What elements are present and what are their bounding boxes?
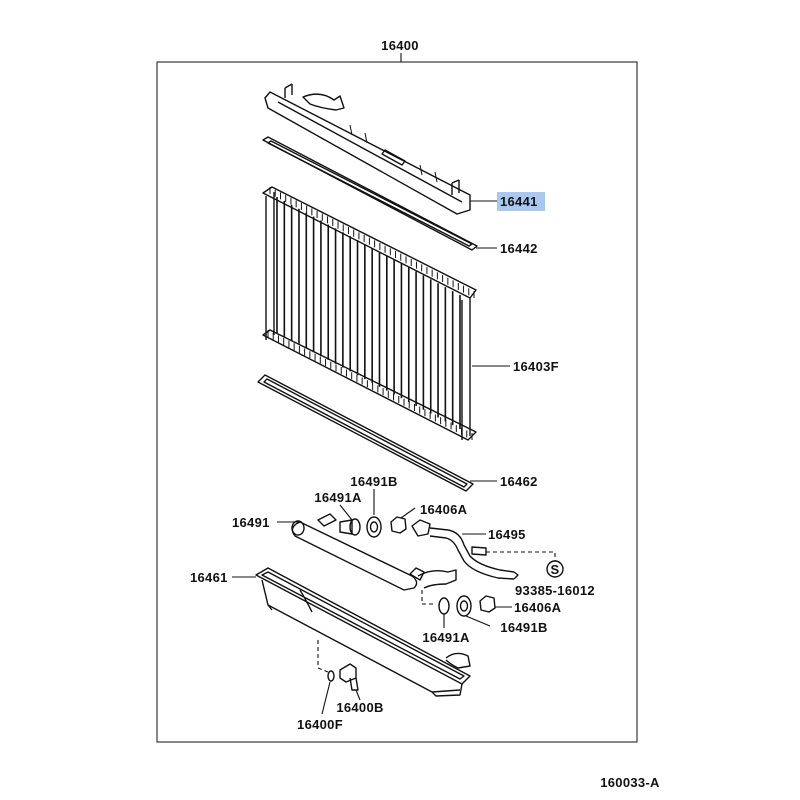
clip-symbol-letter: S: [550, 562, 560, 577]
clip-symbol[interactable]: [547, 561, 563, 577]
label-16406A-lower[interactable]: 16406A: [514, 600, 562, 615]
leader-16491A-upper: [340, 505, 352, 520]
clip-dashed-leader: [486, 552, 555, 561]
diagram-code: 160033-A: [600, 775, 660, 790]
oil-cooler-tube[interactable]: [292, 514, 456, 590]
label-16491A-lower[interactable]: 16491A: [422, 630, 470, 645]
oring-upper[interactable]: [340, 519, 360, 535]
label-16461[interactable]: 16461: [190, 570, 228, 585]
label-16403F[interactable]: 16403F: [513, 359, 559, 374]
leader-16400B: [356, 690, 360, 700]
label-16441[interactable]: 16441: [500, 194, 538, 209]
label-16400B[interactable]: 16400B: [336, 700, 384, 715]
label-16491B-lower[interactable]: 16491B: [500, 620, 548, 635]
leader-16406A-upper: [401, 508, 415, 518]
label-16491B-upper[interactable]: 16491B: [350, 474, 398, 489]
washer-upper[interactable]: [367, 517, 381, 537]
label-16400[interactable]: 16400: [381, 38, 419, 53]
label-16406A-upper[interactable]: 16406A: [420, 502, 468, 517]
drain-dashed-leader: [318, 640, 328, 672]
label-16462[interactable]: 16462: [500, 474, 538, 489]
leader-16400F: [322, 682, 330, 714]
leader-16491B-lower: [466, 616, 490, 626]
label-16491[interactable]: 16491: [232, 515, 270, 530]
label-93385-16012[interactable]: 93385-16012: [515, 583, 595, 598]
nut-upper[interactable]: [391, 517, 406, 533]
label-16491A-upper[interactable]: 16491A: [314, 490, 362, 505]
label-16400F[interactable]: 16400F: [297, 717, 343, 732]
nut-lower[interactable]: [480, 596, 495, 612]
washer-lower[interactable]: [457, 596, 471, 616]
drain-gasket[interactable]: [328, 671, 334, 681]
core-fins: [277, 197, 460, 429]
lower-fitting-dashed-leader: [422, 590, 436, 604]
label-16442[interactable]: 16442: [500, 241, 538, 256]
drain-cock[interactable]: [340, 664, 358, 690]
oring-lower[interactable]: [439, 598, 449, 614]
label-16495[interactable]: 16495: [488, 527, 526, 542]
